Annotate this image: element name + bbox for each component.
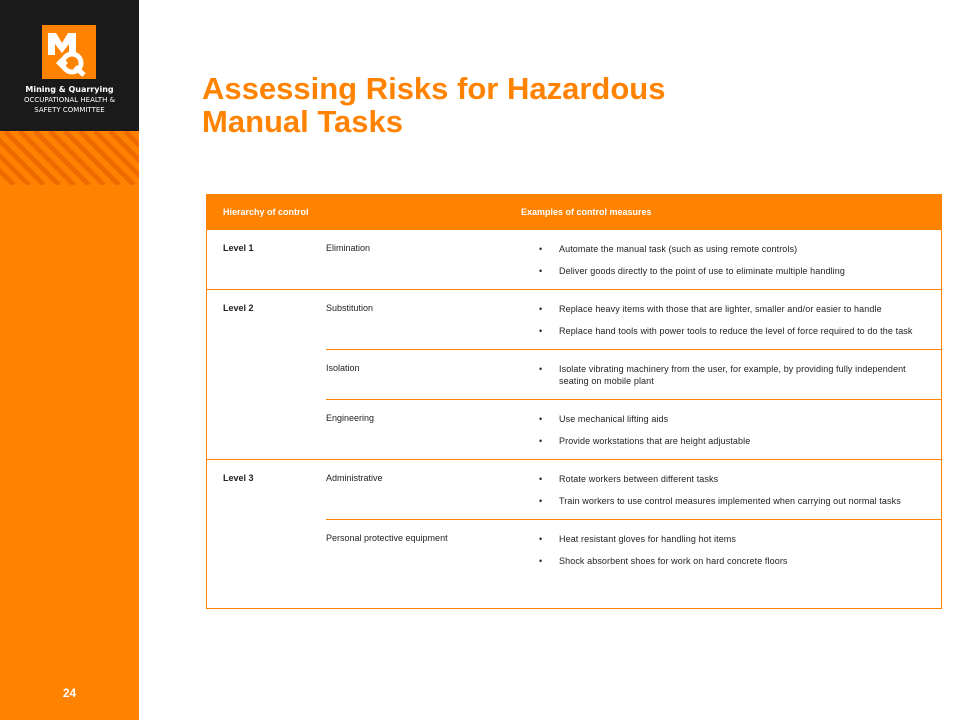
- measure-text: Automate the manual task (such as using remote controls): [559, 244, 798, 254]
- control-cell: Substitution: [326, 290, 521, 350]
- list-item: [521, 325, 931, 337]
- control-cell: Administrative: [326, 460, 521, 520]
- measure-text: Heat resistant gloves for handling hot items: [559, 534, 736, 544]
- bullet-icon: •: [539, 326, 543, 336]
- page-number: 24: [62, 686, 77, 700]
- bullet-icon: •: [539, 266, 543, 276]
- measures-list: [521, 520, 941, 579]
- measures-list: [521, 350, 941, 399]
- level-cell: Level 1: [207, 230, 326, 290]
- sidebar: [0, 0, 139, 720]
- measures-cell: [521, 520, 941, 580]
- control-cell: Personal protective equipment: [326, 520, 521, 580]
- bullet-icon: •: [539, 474, 543, 484]
- measures-list: [521, 290, 941, 349]
- level-cell: Level 3: [207, 460, 326, 580]
- control-cell: Elimination: [326, 230, 521, 290]
- measures-cell: [521, 230, 941, 290]
- page-title: [202, 72, 665, 138]
- measure-text: Deliver goods directly to the point of use to eliminate multiple handling: [559, 266, 845, 276]
- control-cell: Engineering: [326, 400, 521, 460]
- title-line-2: Manual Tasks: [202, 104, 404, 139]
- measure-text: Replace heavy items with those that are lighter, smaller and/or easier to handle: [559, 304, 882, 314]
- control-cell: Isolation: [326, 350, 521, 400]
- measure-text: Isolate vibrating machinery from the user, for example, by providing fully independent seating on mobile plant: [559, 364, 906, 386]
- measure-text: Replace hand tools with power tools to reduce the level of force required to do the task: [559, 326, 913, 336]
- list-item: [521, 303, 931, 315]
- bullet-icon: •: [539, 496, 543, 506]
- bullet-icon: •: [539, 364, 543, 374]
- measures-list: [521, 400, 941, 459]
- diagonal-stripes: [0, 131, 139, 185]
- measure-text: Rotate workers between different tasks: [559, 474, 719, 484]
- measure-text: Train workers to use control measures implemented when carrying out normal tasks: [559, 496, 901, 506]
- measures-list: [521, 230, 941, 289]
- measures-cell: [521, 290, 941, 350]
- table-row: [207, 460, 941, 520]
- measure-text: Provide workstations that are height adjustable: [559, 436, 751, 446]
- list-item: [521, 265, 931, 277]
- list-item: [521, 363, 931, 387]
- list-item: [521, 413, 931, 425]
- logo-line-3: SAFETY COMMITTEE: [34, 106, 105, 114]
- bullet-icon: •: [539, 414, 543, 424]
- header-hierarchy: Hierarchy of control: [207, 195, 521, 230]
- level-cell: Level 2: [207, 290, 326, 460]
- logo-line-1: Mining & Quarrying: [25, 85, 114, 94]
- measures-list: [521, 460, 941, 519]
- list-item: [521, 243, 931, 255]
- logo-line-2: OCCUPATIONAL HEALTH &: [23, 96, 116, 104]
- list-item: [521, 473, 931, 485]
- header-examples: Examples of control measures: [521, 195, 941, 230]
- bullet-icon: •: [539, 556, 543, 566]
- list-item: [521, 533, 931, 545]
- measures-cell: [521, 400, 941, 460]
- logo-text: [0, 85, 139, 115]
- measures-cell: [521, 350, 941, 400]
- hierarchy-table: [207, 195, 941, 579]
- measures-cell: [521, 460, 941, 520]
- list-item: [521, 435, 931, 447]
- table-row: [207, 290, 941, 350]
- mq-logo-icon: [42, 25, 96, 79]
- table-header-row: [207, 195, 941, 230]
- bullet-icon: •: [539, 244, 543, 254]
- bullet-icon: •: [539, 304, 543, 314]
- list-item: [521, 495, 931, 507]
- measure-text: Use mechanical lifting aids: [559, 414, 669, 424]
- title-line-1: Assessing Risks for Hazardous: [202, 71, 666, 106]
- bullet-icon: •: [539, 436, 543, 446]
- logo-block: [0, 0, 139, 131]
- bullet-icon: •: [539, 534, 543, 544]
- measure-text: Shock absorbent shoes for work on hard concrete floors: [559, 556, 788, 566]
- control-measures-table: [206, 194, 942, 609]
- list-item: [521, 555, 931, 567]
- table-row: [207, 230, 941, 290]
